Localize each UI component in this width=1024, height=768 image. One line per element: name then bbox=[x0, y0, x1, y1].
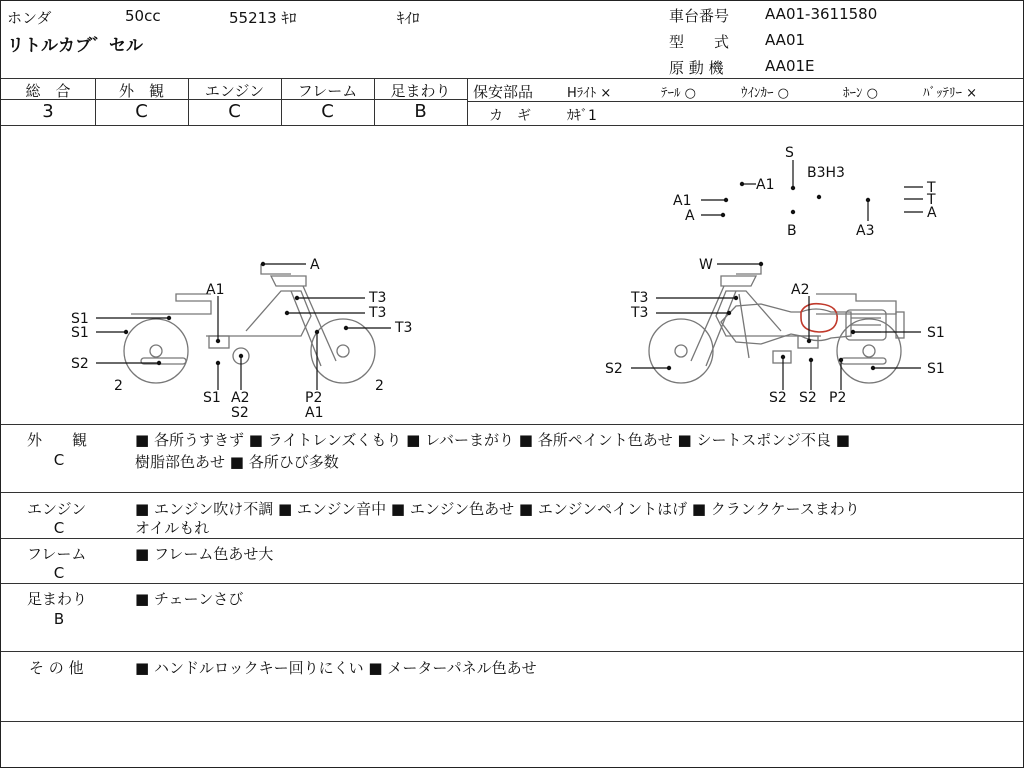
safety-item: ﾃｰﾙ ○ bbox=[661, 86, 696, 101]
grade-frame-label: フレーム bbox=[297, 82, 358, 100]
safety-item: ﾊﾞｯﾃﾘｰ × bbox=[923, 86, 978, 101]
diagram-label: 2 bbox=[114, 378, 123, 394]
grade-engine-label: エンジン bbox=[204, 82, 265, 100]
comment-exterior-line: ■ 各所うすきず ■ ライトレンズくもり ■ レバーまがり ■ 各所ペイント色あせ ■ シートスポンジ不良 ■ bbox=[135, 431, 850, 449]
grade-exterior-value: C bbox=[135, 101, 148, 122]
diagram-label: T3 bbox=[369, 305, 387, 321]
grade-overall-label: 総 合 bbox=[25, 82, 71, 100]
grade-suspension-value: B bbox=[414, 101, 427, 122]
comment-engine-grade: C bbox=[53, 519, 65, 537]
safety-label: 保安部品 bbox=[473, 83, 534, 101]
maker: ホンダ bbox=[7, 9, 52, 27]
diagram-label: A1 bbox=[206, 282, 225, 298]
safety-item: ﾎｰﾝ ○ bbox=[843, 86, 878, 101]
comment-exterior-label: 外 観 bbox=[27, 431, 88, 449]
diagram-label: S1 bbox=[71, 311, 89, 327]
diagram-label: A3 bbox=[856, 223, 875, 239]
diagram-label: A1 bbox=[756, 177, 775, 193]
diagram-label: A2 bbox=[231, 390, 250, 406]
engine-value: AA01E bbox=[765, 57, 815, 75]
diagram-label: S bbox=[785, 145, 794, 161]
diagram-label: S2 bbox=[769, 390, 787, 406]
diagram-label: T bbox=[927, 192, 936, 208]
type-value: AA01 bbox=[765, 31, 806, 49]
diagram-label: 2 bbox=[375, 378, 384, 394]
left-side-view-diagram bbox=[71, 257, 412, 421]
diagram-label: S2 bbox=[231, 405, 249, 421]
diagram-label: S1 bbox=[203, 390, 221, 406]
diagram-label: T3 bbox=[631, 290, 649, 306]
diagram-label: B3H3 bbox=[807, 165, 845, 181]
diagram-label: A1 bbox=[305, 405, 324, 421]
comment-suspension-grade: B bbox=[53, 610, 65, 628]
grade-exterior-label: 外 観 bbox=[118, 82, 164, 100]
key-label: カ ギ bbox=[489, 108, 531, 124]
comment-exterior-line: 樹脂部色あせ ■ 各所ひび多数 bbox=[135, 453, 339, 471]
key-value: ｶｷﾞ1 bbox=[567, 108, 597, 124]
grade-suspension-label: 足まわり bbox=[390, 82, 451, 100]
diagram-label: B bbox=[787, 223, 797, 239]
diagram-label: T3 bbox=[395, 320, 413, 336]
diagram-label: S1 bbox=[71, 325, 89, 341]
comment-other-line: ■ ハンドルロックキー回りにくい ■ メーターパネル色あせ bbox=[135, 659, 537, 677]
diagram-label: P2 bbox=[305, 390, 323, 406]
grade-frame-value: C bbox=[321, 101, 334, 122]
diagram-label: T bbox=[927, 180, 936, 196]
chassis-label: 車台番号 bbox=[669, 7, 730, 25]
diagram-label: A bbox=[310, 257, 320, 273]
grade-engine-value: C bbox=[228, 101, 241, 122]
top-view-diagram bbox=[673, 145, 937, 358]
safety-item: ｳｲﾝｶｰ ○ bbox=[741, 86, 789, 101]
diagram-label: T3 bbox=[631, 305, 649, 321]
mileage: 55213 ｷﾛ bbox=[229, 9, 297, 27]
diagram-label: T3 bbox=[369, 290, 387, 306]
right-side-view-diagram bbox=[605, 257, 945, 406]
diagram-label: A1 bbox=[673, 193, 692, 209]
diagram-label: S2 bbox=[799, 390, 817, 406]
chassis-value: AA01-3611580 bbox=[765, 5, 878, 23]
comment-suspension-line: ■ チェーンさび bbox=[135, 590, 244, 608]
comment-exterior-grade: C bbox=[53, 451, 65, 469]
comment-frame-grade: C bbox=[53, 564, 65, 582]
diagram-label: A bbox=[927, 205, 937, 221]
comment-engine-label: エンジン bbox=[27, 500, 87, 518]
comment-suspension-label: 足まわり bbox=[27, 590, 88, 608]
condition-diagram bbox=[1, 126, 1023, 424]
comment-other-label: そ の 他 bbox=[29, 659, 84, 677]
displacement: 50cc bbox=[125, 7, 161, 25]
diagram-label: P2 bbox=[829, 390, 847, 406]
diagram-label: A2 bbox=[791, 282, 810, 298]
engine-label: 原 動 機 bbox=[669, 59, 724, 77]
diagram-label: S1 bbox=[927, 361, 945, 377]
grade-overall-value: 3 bbox=[42, 101, 54, 122]
type-label: 型 式 bbox=[669, 33, 730, 51]
model-name: リトルカブ゛セル bbox=[7, 36, 143, 56]
safety-item: Hﾗｲﾄ × bbox=[567, 86, 612, 101]
diagram-label: W bbox=[699, 257, 713, 273]
comment-engine-line: オイルもれ bbox=[135, 519, 210, 537]
diagram-label: S2 bbox=[71, 356, 89, 372]
comment-frame-line: ■ フレーム色あせ大 bbox=[135, 545, 274, 563]
color: ｷｲﾛ bbox=[397, 9, 420, 27]
diagram-label: S1 bbox=[927, 325, 945, 341]
diagram-label: A bbox=[685, 208, 695, 224]
comment-frame-label: フレーム bbox=[27, 545, 87, 563]
comment-engine-line: ■ エンジン吹け不調 ■ エンジン音中 ■ エンジン色あせ ■ エンジンペイントはげ ■ クランクケースまわり bbox=[135, 500, 860, 518]
diagram-label: S2 bbox=[605, 361, 623, 377]
